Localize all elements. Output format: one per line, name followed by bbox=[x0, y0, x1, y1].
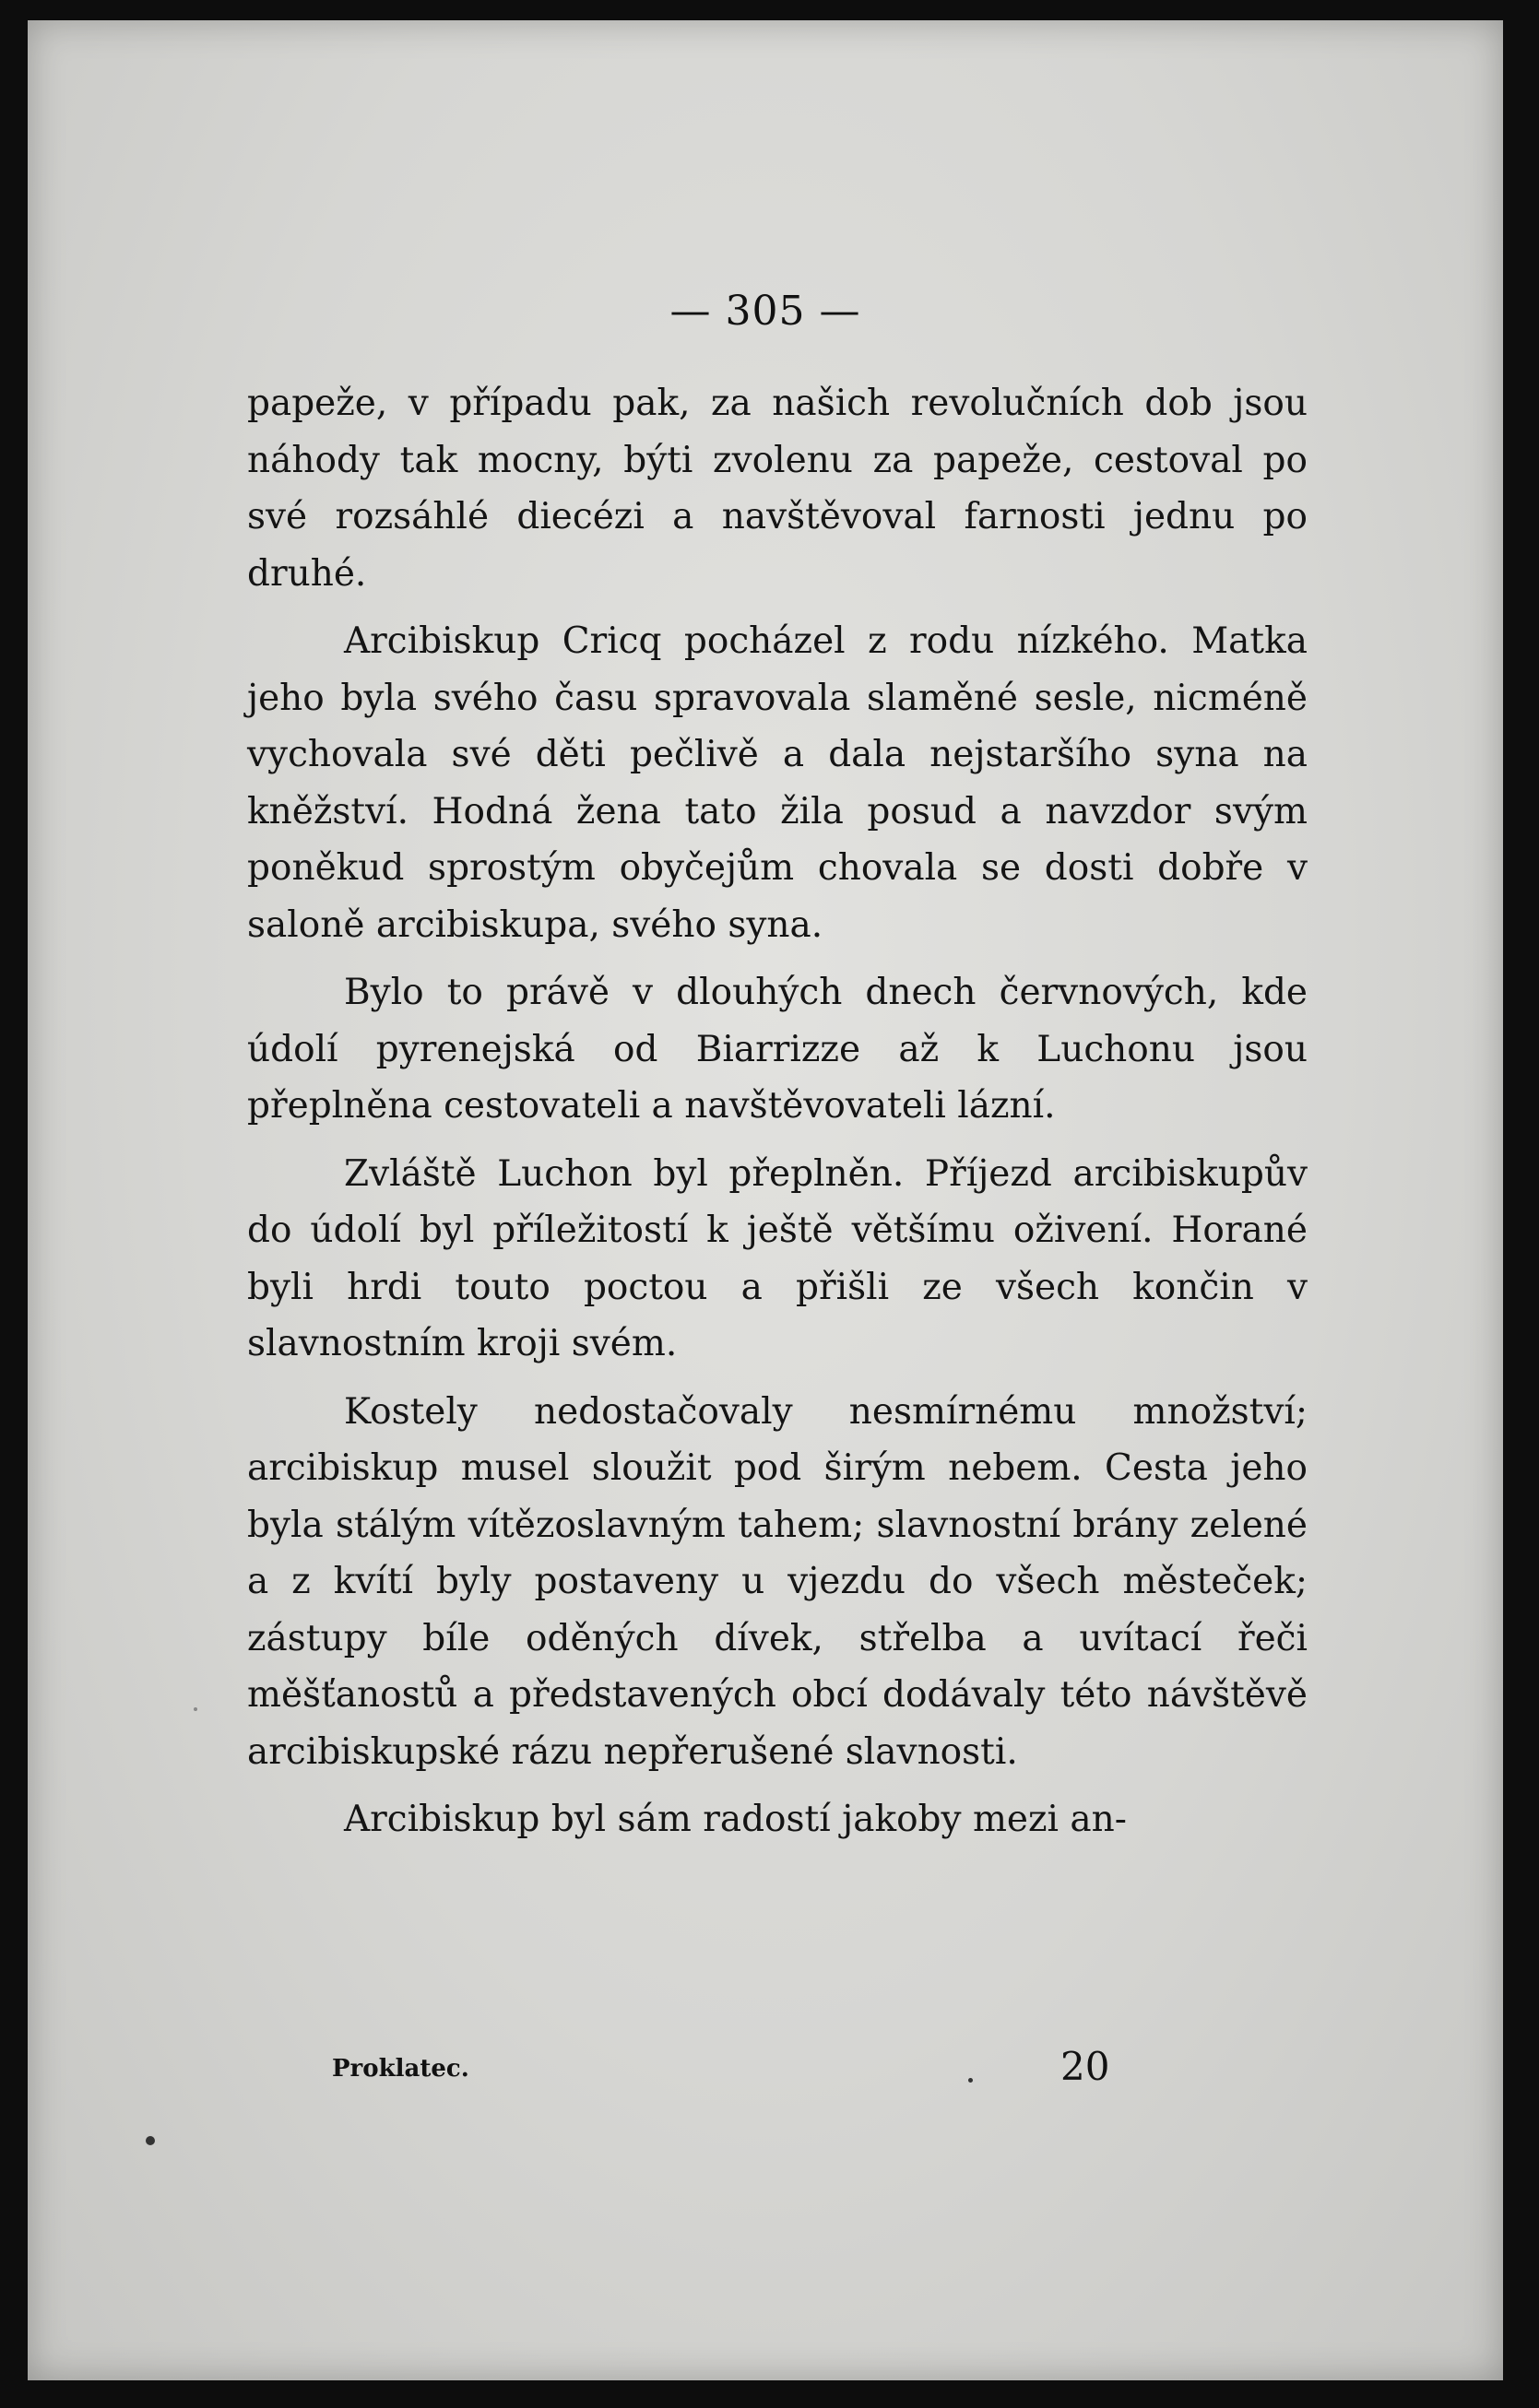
book-page bbox=[28, 20, 1503, 2380]
paragraph: papeže, v případu pak, za našich revolučních dob jsou náhody tak mocny, býti zvolenu za papeže, cestoval po své rozsáhlé diecézi a navštěvoval farnosti jednu po druhé. bbox=[247, 383, 1308, 595]
print-speck bbox=[968, 2078, 973, 2083]
paragraph: Kostely nedostačovaly nesmírnému množství; arcibiskup musel sloužit pod širým nebem. Cesta jeho byla stálým vítězoslavným tahem; slavnostní brány zelené a z kvítí byly postaveny u vjezdu do všech městeček; zástupy bíle oděných dívek, střelba a uvítací řeči měšťanostů a představených obcí dodávaly této návštěvě arcibiskupské rázu nepřerušené slavnosti. bbox=[247, 1390, 1308, 1773]
signature-mark: Proklatec. bbox=[332, 2055, 469, 2083]
page-footer bbox=[332, 2044, 1162, 2099]
page-number: — 305 — bbox=[669, 288, 861, 335]
paragraph: Zvláště Luchon byl přeplněn. Příjezd arcibiskupův do údolí byl příležitostí k ještě většímu oživení. Horané byli hrdi touto poctou a přišli ze všech končin v slavnostním kroji svém. bbox=[247, 1152, 1308, 1364]
page-body bbox=[247, 375, 1308, 1859]
print-speck bbox=[194, 1707, 197, 1711]
paragraph: Arcibiskup Cricq pocházel z rodu nízkého. Matka jeho byla svého času spravovala slaměné sesle, nicméně vychovala své děti pečlivě a dala nejstaršího syna na kněžství. Hodná žena tato žila posud a navzdor svým poněkud sprostým obyčejům chovala se dosti dobře v saloně arcibiskupa, svého syna. bbox=[247, 620, 1308, 946]
print-speck bbox=[146, 2136, 155, 2145]
sheet-number: 20 bbox=[1060, 2044, 1110, 2089]
paragraph: Arcibiskup byl sám radostí jakoby mezi an- bbox=[344, 1799, 1127, 1840]
paragraph: Bylo to právě v dlouhých dnech červnových, kde údolí pyrenejská od Biarrizze až k Luchonu jsou přeplněna cestovateli a navštěvovateli lázní. bbox=[247, 972, 1308, 1127]
